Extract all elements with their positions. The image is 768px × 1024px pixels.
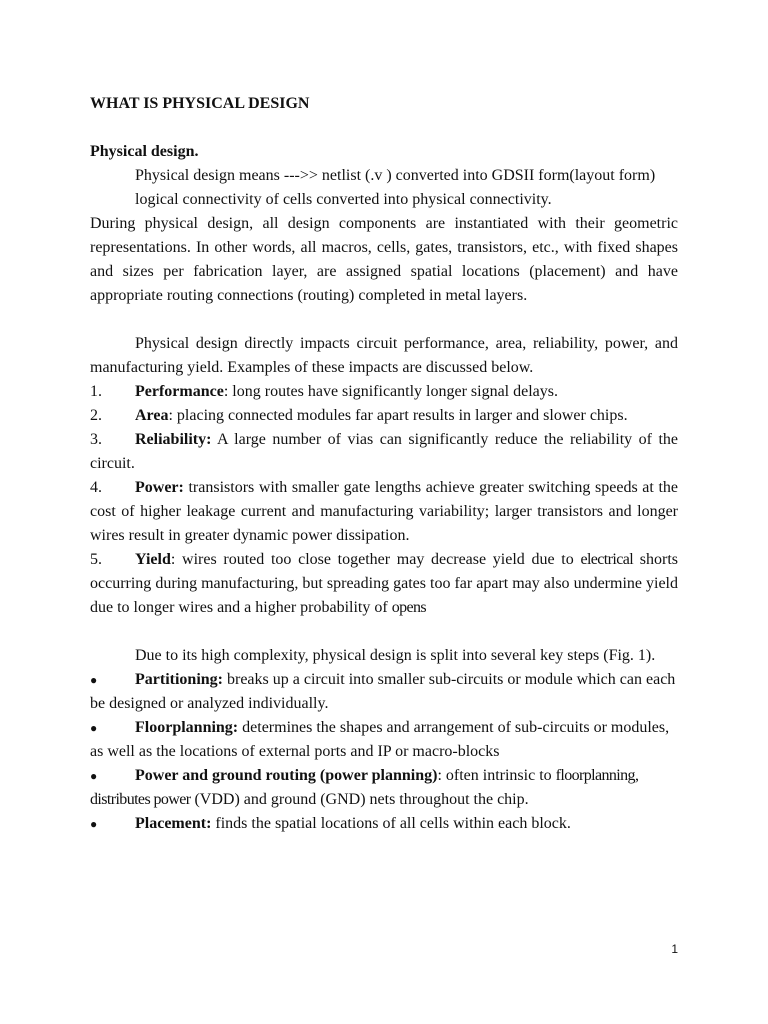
step-term: Floorplanning: [135,719,239,736]
list-number: 4. [90,479,102,496]
list-number: 1. [90,383,102,400]
impact-paragraph: Physical design directly impacts circuit performance, area, reliability, power, and manufacturing yield. Examples of these impacts are discussed below. [90,335,678,376]
step-term: Partitioning: [135,671,223,688]
impact-text: wires routed too close together may decrease yield due to [175,551,581,568]
list-number: 3. [90,431,102,448]
impact-term: Yield [135,551,171,568]
list-number: 2. [90,407,102,424]
step-item-power-planning [90,764,678,812]
bullet-icon: ● [90,817,98,831]
bullet-icon: ● [90,673,98,687]
impact-text: shorts occurring during manufacturing, but spreading gates too far apart may also undermine yield due to longer wires and a higher probability of [90,551,679,616]
bullet-icon: ● [90,721,98,735]
impact-item-power [90,476,678,548]
impact-text: placing connected modules far apart results in larger and slower chips. [172,407,628,424]
impact-text: long routes have significantly longer signal delays. [228,383,558,400]
step-text: breaks up a circuit into smaller sub-circuits or module which can each be designed or analyzed individually. [90,671,676,712]
step-text: finds the spatial locations of all cells within each block. [211,815,571,832]
document-page [90,92,678,836]
list-number: 5. [90,551,102,568]
impact-item-area [90,404,678,428]
impact-term: Power: [135,479,184,496]
intro-line-1: Physical design means --->> netlist (.v ) converted into GDSII form(layout form) [135,167,656,184]
step-text: often intrinsic to [441,767,556,784]
step-text: determines the shapes and arrangement of sub-circuits or modules, as well as the locations of external ports and IP or macro-blocks [90,719,670,760]
step-item-placement [90,812,678,836]
step-separator: : [437,767,442,784]
section-subtitle: Physical design. [90,143,199,160]
impact-item-performance [90,380,678,404]
step-item-floorplanning [90,716,678,764]
impact-text: transistors with smaller gate lengths achieve greater switching speeds at the cost of higher leakage current and manufacturing variability; larger transistors and longer wires result in greater dynamic power dissipation. [90,479,678,544]
step-term: Placement: [135,815,212,832]
bullet-icon: ● [90,769,98,783]
steps-paragraph: Due to its high complexity, physical design is split into several key steps (Fig. 1). [135,647,656,664]
spacer [90,116,678,140]
impact-text: electrical [580,551,634,568]
spacer [90,308,678,332]
impact-separator: : [168,407,173,424]
impact-separator: : [170,551,176,568]
impact-separator: : [223,383,229,400]
impact-item-yield [90,548,678,620]
step-text: (VDD) and ground (GND) nets throughout the chip. [190,791,529,808]
impact-term: Performance [135,383,224,400]
spacer [90,620,678,644]
intro-line-2: logical connectivity of cells converted into physical connectivity. [135,191,552,208]
impact-term: Reliability: [135,431,212,448]
impact-item-reliability [90,428,678,476]
step-item-partitioning [90,668,678,716]
impact-text: A large number of vias can significantly reduce the reliability of the circuit. [90,431,678,472]
step-term: Power and ground routing (power planning) [135,767,438,784]
page-title: WHAT IS PHYSICAL DESIGN [90,95,310,112]
intro-paragraph: During physical design, all design components are instantiated with their geometric representations. In other words, all macros, cells, gates, transistors, etc., with fixed shapes and sizes per fabrication layer, are assigned spatial locations (placement) and have appropriate routing connections (routing) completed in metal layers. [90,215,678,304]
impact-term: Area [135,407,169,424]
impact-text: opens [391,599,427,616]
step-text: floorplanning, distributes power [90,767,639,808]
page-number: 1 [671,942,678,956]
